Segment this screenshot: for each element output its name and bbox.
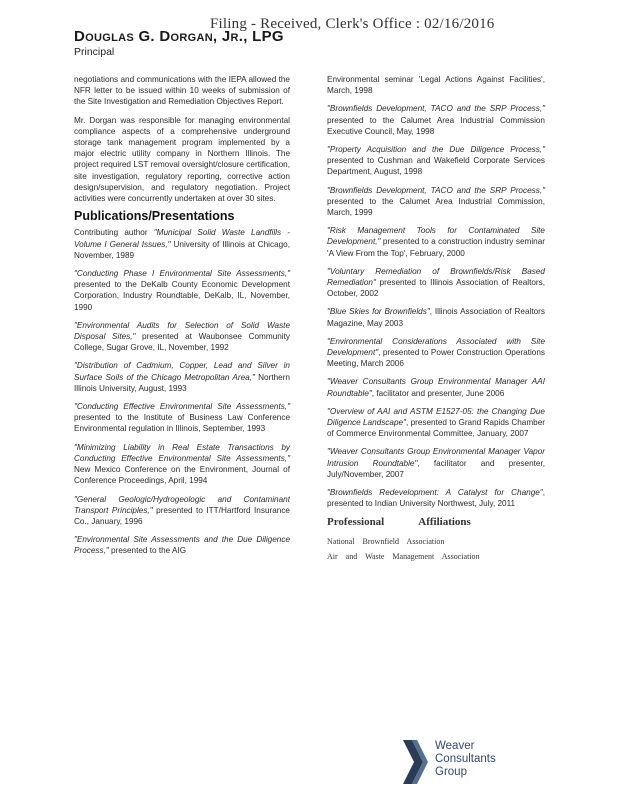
publication-post: presented to the Calumet Area Industrial Commission Executive Council, May, 1998	[327, 115, 545, 136]
publication-title: "Overview of AAI and ASTM E1527-05: the Changing Due Diligence Landscape"	[327, 406, 545, 428]
publication-post: presented to Cushman and Wakefield Corporate Services Department, August, 1998	[327, 156, 545, 177]
publication-post: , presented to Indian University Northwest, July, 2011	[327, 488, 545, 509]
filing-stamp: Filing - Received, Clerk's Office : 02/16/2016	[210, 16, 495, 32]
publication-post: , facilitator and presenter, July/November, 2007	[327, 458, 546, 479]
intro-paragraph-2: Mr. Dorgan was responsible for managing environmental compliance aspects of a comprehensive underground storage tank management program implemented by a major electric utility company in Northern Illinois. The project required LST removal oversight/closure certification, site investigation, regulatory reporting, corrective action design/supervision, and regulatory negotiation. Project activities were concurrently undertaken at over 30 sites.	[74, 115, 290, 204]
right-column	[327, 74, 545, 566]
publication-title: "Property Acquisition and the Due Diligence Process,"	[327, 145, 545, 155]
publication-title: "Weaver Consultants Group Environmental Manager AAI Roundtable"	[327, 377, 545, 398]
publication-entry	[327, 185, 545, 219]
publication-entry	[327, 487, 545, 509]
publication-title: "Municipal Solid Waste Landfills - Volume I General Issues,"	[74, 228, 290, 249]
publication-title: "Minimizing Liability in Real Estate Transactions by Conducting Effective Environmental Site Assessments,"	[74, 442, 290, 463]
logo-line-3: Group	[435, 766, 467, 778]
publication-post: , Illinois Association of Realtors Magazine, May 2003	[327, 307, 546, 328]
affiliations-heading	[327, 517, 545, 528]
publication-post: Environmental seminar 'Legal Actions Against Facilities', March, 1998	[327, 75, 545, 96]
affiliations-heading-word-1: Professional	[327, 515, 385, 528]
publication-entry	[74, 320, 290, 354]
publication-post: , presented to Power Construction Operations Meeting, March 2006	[327, 348, 545, 369]
publication-title: "Brownfields Development, TACO and the SRP Process,"	[327, 104, 545, 114]
publication-title: "Risk Management Tools for Contaminated Site Development,"	[327, 226, 545, 247]
publication-title: "Conducting Phase I Environmental Site Assessments,"	[74, 269, 290, 279]
publication-title: "Blue Skies for Brownfields"	[327, 307, 430, 317]
publication-post: presented to the Calumet Area Industrial Commission, March, 1999	[327, 196, 545, 218]
publication-entry	[74, 442, 290, 487]
publication-post: , presented to Grand Rapids Chamber of Commerce Environmental Committee, January, 2007	[327, 418, 545, 439]
publication-post: University of Illinois at Chicago, November, 1989	[74, 239, 290, 260]
publication-entry	[74, 268, 290, 313]
person-title: Principal	[74, 46, 115, 58]
publication-post: presented at Waubonsee Community College, Sugar Grove, IL, November, 1992	[74, 332, 290, 353]
left-column	[74, 74, 290, 564]
publication-title: "General Geologic/Hydrogeologic and Contaminant Transport Principles,"	[74, 494, 290, 515]
publication-title: "Environmental Site Assessments and the Due Diligence Process,"	[74, 535, 290, 556]
publication-entry	[74, 401, 290, 435]
publication-post: presented to Illinois Association of Realtors, October, 2002	[327, 278, 545, 299]
affiliations-heading-word-2: Affiliations	[418, 515, 471, 528]
logo-text	[435, 740, 496, 779]
left-publication-list	[74, 227, 290, 556]
publication-entry	[327, 446, 545, 480]
publication-title: "Conducting Effective Environmental Site Assessments,"	[74, 402, 290, 412]
publication-entry	[327, 406, 545, 440]
intro-paragraph-1: negotiations and communications with the IEPA allowed the NFR letter to be issued within 10 weeks of submission of the Site Investigation and Remediation Objectives Report.	[74, 75, 290, 107]
publication-entry	[327, 103, 545, 137]
publication-post: presented to ITT/Hartford Insurance Co., January, 1996	[74, 505, 290, 526]
logo-line-2: Consultants	[435, 753, 496, 765]
publication-post: presented to the Institute of Business Law Conference Environmental regulation in Illinois, September, 1993	[74, 413, 290, 434]
publication-post: New Mexico Conference on the Environment, Journal of Conference Proceedings, April, 1994	[74, 465, 290, 486]
publication-post: presented to a construction industry seminar 'A View From the Top', February, 2000	[327, 237, 545, 258]
publication-entry	[327, 144, 545, 178]
publication-entry	[74, 494, 290, 528]
publication-title: "Voluntary Remediation of Brownfields/Risk Based Remediation"	[327, 266, 545, 288]
publication-entry	[327, 74, 545, 96]
logo-line-1: Weaver	[435, 740, 475, 752]
publications-heading: Publications/Presentations	[74, 209, 235, 224]
publication-post: , facilitator and presenter, June 2006	[371, 388, 505, 398]
publication-entry	[74, 534, 290, 556]
publication-title: "Weaver Consultants Group Environmental Manager Vapor Intrusion Roundtable"	[327, 447, 545, 468]
publication-post: presented to the DeKalb County Economic Development Corporation, Industry Roundtable, DeKalb, IL, November, 1990	[74, 280, 290, 312]
chevron-logo-icon	[403, 740, 429, 784]
publication-title: "Brownfields Redevelopment: A Catalyst for Change"	[327, 488, 543, 498]
publication-title: "Environmental Audits for Selection of Solid Waste Disposal Sites,"	[74, 320, 290, 342]
publication-title: "Environmental Considerations Associated with Site Development"	[327, 336, 545, 358]
publication-title: "Distribution of Cadmium, Copper, Lead and Silver in Surface Soils of the Chicago Metropolitan Area,"	[74, 361, 290, 382]
publication-pre: Contributing author	[74, 228, 154, 238]
publication-entry	[74, 227, 290, 261]
person-name: Douglas G. Dorgan, Jr., LPG	[74, 28, 284, 45]
publication-entry	[327, 225, 545, 259]
affiliation-item: National Brownfield Association	[327, 536, 445, 546]
publication-entry	[74, 360, 290, 394]
publication-entry	[327, 336, 545, 370]
affiliation-item: Air and Waste Management Association	[327, 551, 480, 561]
publication-entry	[327, 266, 545, 300]
company-logo	[403, 738, 523, 786]
publication-post: presented to the AIG	[108, 546, 187, 556]
publication-entry	[327, 376, 545, 398]
publication-entry	[327, 306, 545, 328]
right-publication-list	[327, 74, 545, 510]
publication-post: Northern Illinois University, August, 1993	[74, 372, 290, 393]
publication-title: "Brownfields Development, TACO and the SRP Process,"	[327, 185, 545, 195]
